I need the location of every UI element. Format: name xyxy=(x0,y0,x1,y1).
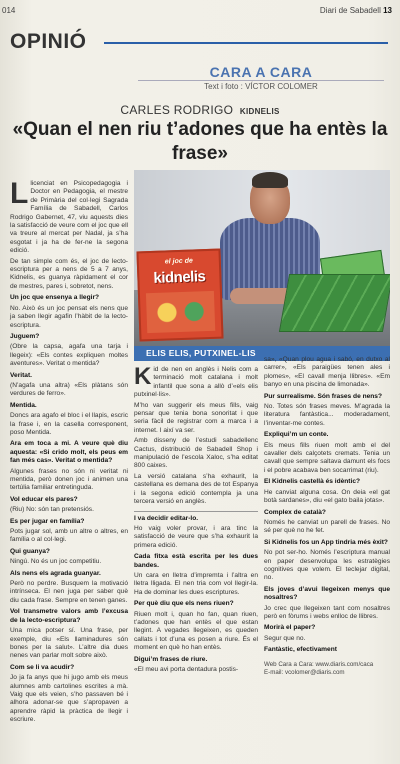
byline xyxy=(10,103,390,117)
photo-person-hair xyxy=(252,172,288,188)
answer: Una mica potser sí. Una frase, per exemple, diu «Els llaminadures són bones per la salut». L’altre dia dues nenes van parlar molt sobre això. xyxy=(10,627,128,660)
kicker: CARA A CARA xyxy=(209,64,313,80)
question: Ara em toca a mi. A veure què diu aquesta: «Si crido molt, els peus em fan més cas». Veritat o mentida? xyxy=(10,440,128,465)
question: I va decidir editar-lo. xyxy=(134,514,199,522)
page-number: 13 xyxy=(383,6,392,15)
question: Fantàstic, efectivament xyxy=(264,646,337,654)
headline: «Quan el nen riu t’adones que ha entès la frase» xyxy=(12,119,388,164)
question: Si Kidnelis fos un App tindria més èxit? xyxy=(264,538,388,546)
column-divider xyxy=(134,511,258,512)
credit-divider xyxy=(138,80,384,81)
page-fragment: 014 xyxy=(2,6,16,15)
game-box-illustration xyxy=(146,291,215,333)
game-box-title: kidnelis xyxy=(153,268,206,287)
section-title: OPINIÓ xyxy=(10,30,87,53)
running-header xyxy=(0,4,400,18)
question: Als nens els agrada guanyar. xyxy=(10,569,101,577)
photo-game-cards xyxy=(279,274,390,332)
byline-name: CARLES RODRIGO xyxy=(120,103,234,117)
column-1 xyxy=(10,177,129,727)
question: El Kidnelis castellà és idèntic? xyxy=(264,478,361,486)
column-3 xyxy=(264,356,390,677)
answer: Ningú. No és un joc competitiu. xyxy=(10,558,102,566)
footer-contact xyxy=(264,661,390,677)
qa-list xyxy=(10,294,128,724)
answer: Jo crec que llegeixen tant com nosaltres però en fòrums i webs enlloc de llibres. xyxy=(264,604,390,620)
question: Pur surrealisme. Són frases de nens? xyxy=(264,392,383,400)
interview-photo xyxy=(134,170,390,346)
question: Expliqui’m un conte. xyxy=(264,431,329,439)
paper-title: Diari de Sabadell xyxy=(319,6,381,15)
paper-name xyxy=(320,6,392,15)
box-text-3: Amb disseny de l’estudi sabadellenc Cactus, distribució de Sabadell Shop i manipulació de l’escola Xaloc, s’ha editat 800 caixes. xyxy=(134,437,258,470)
answer: (N’agafa una altra) «Els plàtans són verdures de ferro». xyxy=(10,381,128,398)
question: Vol transmetre valors amb l’excusa de la lecto-escriptura? xyxy=(10,608,128,624)
answer: Pots jugar sol, amb un altre o altres, en família o al col·legi. xyxy=(10,528,128,544)
answer: Un cara en lletra d’impremta i l’altra en lletra lligada. El nen tria com vol llegir-la. Ha de dominar les dues escriptures. xyxy=(134,571,258,596)
question: Com se li va acudir? xyxy=(10,663,75,671)
section-header xyxy=(8,28,392,54)
box-text: id de nen en anglès i Nelis com a terminació molt catalana i molt infantil que sona a allò d’«els elis putxinel·lis». xyxy=(134,366,258,399)
question: Juguem? xyxy=(10,332,40,340)
column-2 xyxy=(134,363,258,676)
question: Mentida. xyxy=(10,401,37,409)
answer: Ho vaig voler provar, i ara tinc la satisfacció de veure que s’ha exhaurit la primera edició. xyxy=(134,524,258,549)
answer: No. Això és un joc pensat els nens que ja saben llegir agafin l’hàbit de la lecto-escriptura. xyxy=(10,304,128,329)
question: Qui guanya? xyxy=(10,547,50,555)
question: Veritat. xyxy=(10,371,32,379)
question: Un joc que ensenya a llegir? xyxy=(10,294,100,302)
answer: No. Totes són frases meves. M’agrada la literatura fantàstica... moderadament, l’inventar-me contes. xyxy=(264,403,390,427)
web-link[interactable]: Web Cara a Cara: www.diaris.com/caca xyxy=(264,660,374,668)
photo-game-box xyxy=(136,249,223,342)
intro-text: licenciat en Psicopedagogia i Doctor en Pedagogia, el mestre de Primària del col·legi Sagrada Família de Sabadell, Carlos Rodrigo Gabernet, 47, viu aquests dies la satisfacció de veure com el joc que ell va treure al mercat per Nadal, ja s’ha esgotat i ja ha de fer-ne la segona edició. xyxy=(10,180,129,255)
dropcap: K xyxy=(134,363,152,390)
question: Complex de català? xyxy=(264,508,326,516)
box-text-4: La versió catalana s’ha exhaurit, la castellana es demana des de tot Espanya i la segona edició contempla ja una tercera versió en anglès. xyxy=(134,472,258,506)
email-link[interactable]: E-mail: vcolomer@diaris.com xyxy=(264,668,345,676)
answer: (Obre la capsa, agafa una tarja i llegeix): «Els contes expliquen moltes aventures». Veritat o mentida? xyxy=(10,343,128,368)
answer: Riuen molt i, quan ho fan, quan riuen, t’adones que han entès el que estan llegint. A vegades llegeixen, es queden callats i tot d’una es posen a riure. És el moment en què ho han entès. xyxy=(134,610,258,652)
answer: Segur que no. xyxy=(264,634,306,642)
answer: Però no perdre. Busquem la motivació intrínseca. El nen juga per saber què diu cada frase. Sempre en tenen ganes. xyxy=(10,580,128,604)
photo-caption: ELIS ELIS, PUTXINEL-LIS xyxy=(146,348,256,358)
answer: Només he canviat un parell de frases. No sé per què no he fet. xyxy=(264,518,390,535)
answer: Jo ja fa anys que hi jugo amb els meus alumnes amb cartolines escrites a mà. Vaig que els veien, s’ho passaven bé i alhora adonar-se que s’apropaven a aprendre ràpid la pràctica de llegir i escriure. xyxy=(10,674,128,724)
question: Morirà el paper? xyxy=(264,624,316,632)
answer: Els meus fills riuen molt amb el del cavaller dels calçotets cremats. Tenia un cavall que sempre saltava damunt els focs i el pobre acabava ben socarrimat (riu). xyxy=(264,441,390,474)
question: Digui’m frases de riure. xyxy=(134,655,208,663)
question: VoI educar els pares? xyxy=(10,495,78,503)
byline-tag: KIDNELIS xyxy=(239,107,280,116)
question: Cada fitxa està escrita per les dues bandes. xyxy=(134,553,258,569)
answer: He canviat alguna cosa. On deia «el gat botà sardanes», diu «el gato baila jotas». xyxy=(264,488,390,505)
answer: No pot ser-ho. Només l’escriptura manual en paper desenvolupa les estratègies cognitives que volem. El teclejar digital, no. xyxy=(264,549,390,582)
answer: «El meu avi porta dentadura postis- xyxy=(134,666,239,673)
answer: Doncs ara agafo el bloc i el llapis, escric la frase i, en la casella corresponent, poso Mentida. xyxy=(10,412,128,436)
answer: Algunes frases no són ni veritat ni mentida, però donen joc i animen una tertúlia familiar entretinguda. xyxy=(10,467,128,492)
question: Per què diu que els nens riuen? xyxy=(134,600,234,608)
intro-text-2: De tan simple com és, el joc de lecto-escriptura per a nens de 5 a 7 anys, Kidnelis, es guanya ràpidament el cor de mestres, pares i, sobretot, nens. xyxy=(10,257,128,290)
credit: Text i foto : VÍCTOR COLOMER xyxy=(204,82,318,91)
game-box-subtitle: el joc de xyxy=(164,257,193,266)
dropcap: L xyxy=(10,177,29,210)
answer: (Riu) No: són tan pretensiós. xyxy=(10,506,94,514)
question: Els joves d’avui llegeixen menys que nosaltres? xyxy=(264,585,390,602)
question: Es per jugar en família? xyxy=(10,517,85,525)
box-text-2: M’ho van suggerir els meus fills, vaig pensar que tenia bona sonoritat i que seria fàcil de registrar com a marca i a internet. I així va ser. xyxy=(134,401,258,434)
section-rule xyxy=(104,42,388,44)
lead-text: sa», «Quan plou agua i sabó, en dutxo al carrer», «Els paraigües tenen ales i plomes», «El cavall menja llibres». «Em banyo en una piscina de limonada». xyxy=(264,356,390,389)
